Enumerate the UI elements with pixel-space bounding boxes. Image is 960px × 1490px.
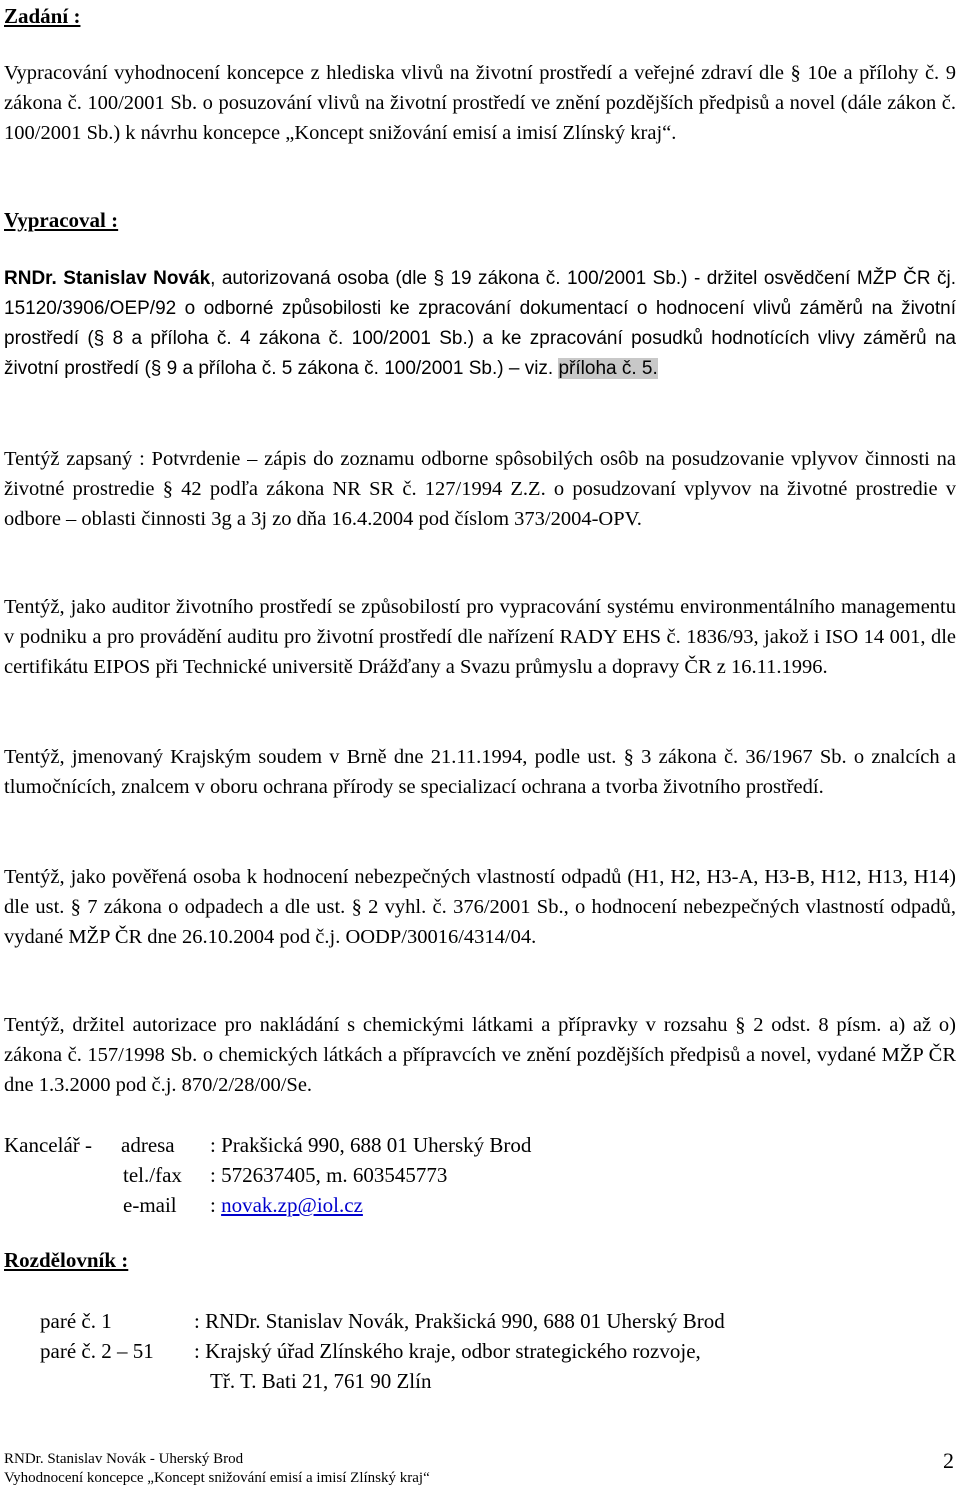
distribution-copy-2-key: paré č. 2 – 51 bbox=[40, 1339, 154, 1363]
zadani-paragraph: Vypracování vyhodnocení koncepce z hlediska vlivů na životní prostředí a veřejné zdraví dle § 10e a přílohy č. 9 zákona č. 100/2001 Sb. o posuzování vlivů na životní prostředí ve znění pozdějších předpisů a novel (dále zákon č. 100/2001 Sb.) k návrhu koncepce „Koncept snižování emisí a imisí Zlínský kraj“. bbox=[4, 62, 956, 144]
vypracoval-heading: Vypracoval : bbox=[4, 208, 119, 232]
kancelar-address-value: : Prakšická 990, 688 01 Uherský Brod bbox=[210, 1133, 532, 1157]
distribution-copy-2-address: Tř. T. Bati 21, 761 90 Zlín bbox=[210, 1369, 432, 1393]
page-number: 2 bbox=[943, 1448, 954, 1473]
rozdelovnik-heading: Rozdělovník : bbox=[4, 1248, 129, 1272]
vypracoval-paragraph-6: Tentýž, držitel autorizace pro nakládání s chemickými látkami a přípravky v rozsahu § 2 odst. 8 písm. a) až o) zákona č. 157/1998 Sb. o chemických látkách a přípravcích ve znění pozdějších předpisů a novel, vydané MŽP ČR dne 1.3.2000 pod č.j. 870/2/28/00/Se. bbox=[4, 1014, 956, 1096]
highlighted-reference: příloha č. 5. bbox=[558, 358, 658, 379]
kancelar-phone-key: tel./fax bbox=[123, 1163, 182, 1187]
kancelar-email-value: : novak.zp@iol.cz bbox=[210, 1193, 363, 1217]
vypracoval-paragraph-2: Tentýž zapsaný : Potvrdenie – zápis do zoznamu odborne spôsobilých osôb na posudzovanie vplyvov činnosti na životné prostredie § 42 podľa zákona NR SR č. 127/1994 Z.Z. o posudzovaní vplyvov na životné prostredie v odbore – oblasti činnosti 3g a 3j zo dňa 16.4.2004 pod číslom 373/2004-OPV. bbox=[4, 448, 956, 530]
vypracoval-paragraph-1 bbox=[4, 264, 956, 384]
footer-document-title: Vyhodnocení koncepce „Koncept snižování emisí a imisí Zlínský kraj“ bbox=[4, 1470, 430, 1486]
kancelar-label: Kancelář - bbox=[4, 1133, 93, 1157]
vypracoval-paragraph-5: Tentýž, jako pověřená osoba k hodnocení nebezpečných vlastností odpadů (H1, H2, H3-A, H3-B, H12, H13, H14) dle ust. § 7 zákona o odpadech a dle ust. § 2 vyhl. č. 376/2001 Sb., o hodnocení nebezpečných vlastností odpadů, vydané MŽP ČR dne 26.10.2004 pod č.j. OODP/30016/4314/04. bbox=[4, 866, 956, 948]
email-link[interactable]: novak.zp@iol.cz bbox=[221, 1193, 363, 1217]
distribution-copy-2-value: : Krajský úřad Zlínského kraje, odbor strategického rozvoje, bbox=[194, 1339, 701, 1363]
footer-author: RNDr. Stanislav Novák - Uherský Brod bbox=[4, 1451, 244, 1467]
kancelar-address-key: adresa bbox=[121, 1133, 175, 1157]
author-name: RNDr. Stanislav Novák bbox=[4, 268, 211, 289]
vypracoval-paragraph-4: Tentýž, jmenovaný Krajským soudem v Brně dne 21.11.1994, podle ust. § 3 zákona č. 36/1967 Sb. o znalcích a tlumočnících, znalcem v oboru ochrana přírody se specializací ochrana a tvorba životního prostředí. bbox=[4, 746, 956, 798]
distribution-copy-1-key: paré č. 1 bbox=[40, 1309, 112, 1333]
author-credentials: , autorizovaná osoba (dle § 19 zákona č. 100/2001 Sb.) - držitel osvědčení MŽP ČR čj. 15120/3906/OEP/92 o odborné způsobilosti ke zpracování dokumentací o hodnocení vlivů záměrů na životní prostředí (§ 8 a příloha č. 4 zákona č. 100/2001 Sb.) a ke zpracování posudků hodnotících vlivy záměrů na životní prostředí (§ 9 a příloha č. 5 zákona č. 100/2001 Sb.) – viz. bbox=[4, 268, 956, 379]
vypracoval-paragraph-3: Tentýž, jako auditor životního prostředí se způsobilostí pro vypracování systému environmentálního managementu v podniku a pro provádění auditu pro životní prostředí dle nařízení RADY EHS č. 1836/93, jakož i ISO 14 001, dle certifikátu EIPOS při Technické universitě Drážďany a Svazu průmyslu a dopravy ČR z 16.11.1996. bbox=[4, 596, 956, 678]
kancelar-email-key: e-mail bbox=[123, 1193, 177, 1217]
distribution-copy-1-value: : RNDr. Stanislav Novák, Prakšická 990, 688 01 Uherský Brod bbox=[194, 1309, 725, 1333]
zadani-heading: Zadání : bbox=[4, 4, 81, 28]
kancelar-phone-value: : 572637405, m. 603545773 bbox=[210, 1163, 448, 1187]
